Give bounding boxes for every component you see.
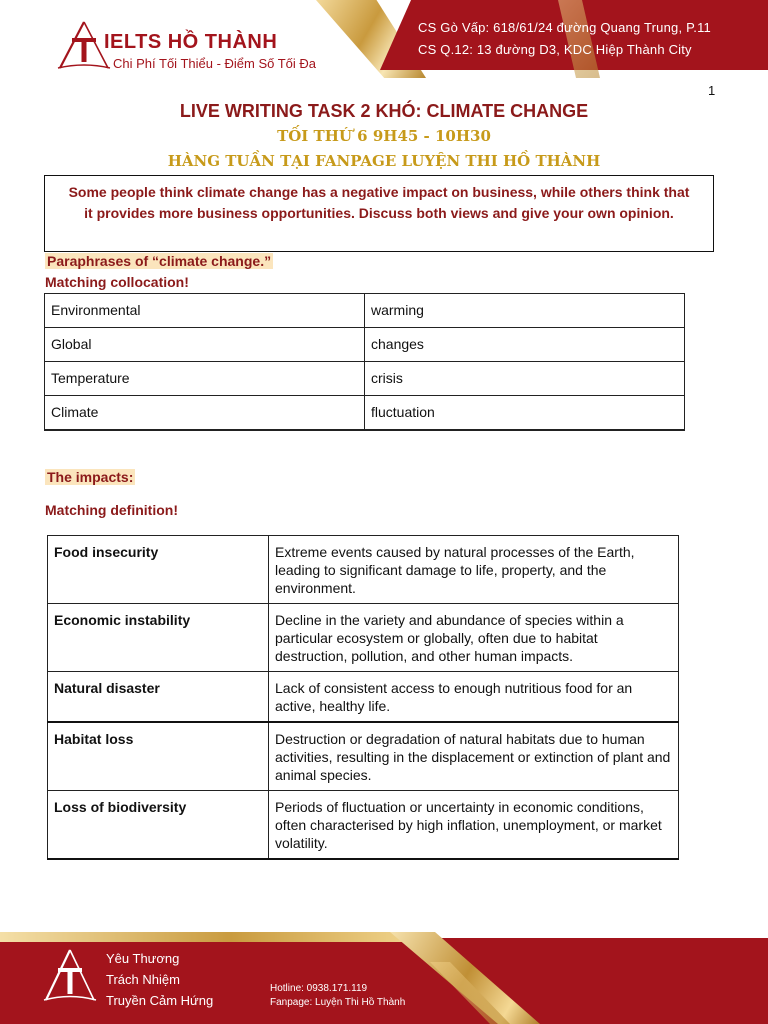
table-row xyxy=(48,722,679,791)
term-cell: Natural disaster xyxy=(48,672,269,723)
term-cell: Habitat loss xyxy=(48,722,269,791)
footer-motto-responsibility: Trách Nhiệm xyxy=(106,972,180,987)
section2-subheading: Matching definition! xyxy=(45,502,178,518)
brand-name: IELTS HỒ THÀNH xyxy=(104,31,278,53)
address-q12: CS Q.12: 13 đường D3, KDC Hiệp Thành City xyxy=(418,42,692,57)
section1-subheading: Matching collocation! xyxy=(45,274,189,290)
collocation-left: Global xyxy=(45,328,365,362)
table-row xyxy=(45,294,685,328)
table-row xyxy=(48,672,679,723)
table-row xyxy=(48,791,679,860)
definition-cell: Decline in the variety and abundance of species within a particular ecosystem or globally, often due to habitat destruction, pollution, and other human impacts. xyxy=(269,604,679,672)
page-number: 1 xyxy=(708,83,716,98)
footer-hotline: Hotline: 0938.171.119 xyxy=(270,983,368,994)
collocation-right: crisis xyxy=(365,362,685,396)
section2-heading xyxy=(45,469,135,485)
term-cell: Food insecurity xyxy=(48,536,269,604)
term-cell: Loss of biodiversity xyxy=(48,791,269,860)
page-title: LIVE WRITING TASK 2 KHÓ: CLIMATE CHANGE xyxy=(179,101,589,121)
table-row xyxy=(45,362,685,396)
section1-heading-text: Paraphrases of “climate change.” xyxy=(47,253,272,269)
collocation-left: Climate xyxy=(45,396,365,430)
collocation-left: Temperature xyxy=(45,362,365,396)
section2-heading-text: The impacts: xyxy=(47,469,134,485)
footer-logo-icon xyxy=(40,946,100,1006)
footer-motto-inspiration: Truyền Cảm Hứng xyxy=(106,993,214,1008)
collocation-left: Environmental xyxy=(45,294,365,328)
table-row xyxy=(48,604,679,672)
table-row xyxy=(45,396,685,430)
brand-slogan: Chi Phí Tối Thiểu - Điểm Số Tối Đa xyxy=(113,56,317,71)
channel-subtitle: HÀNG TUẦN TẠI FANPAGE LUYỆN THI HỒ THÀNH xyxy=(167,152,601,170)
schedule-subtitle: TỐI THỨ 6 9H45 - 10H30 xyxy=(277,127,491,145)
collocation-right: changes xyxy=(365,328,685,362)
footer-gold-stripe xyxy=(0,932,420,942)
collocation-right: warming xyxy=(365,294,685,328)
definition-cell: Extreme events caused by natural processes of the Earth, leading to significant damage to life, property, and the environment. xyxy=(269,536,679,604)
collocation-right: fluctuation xyxy=(365,396,685,430)
term-cell: Economic instability xyxy=(48,604,269,672)
section1-heading xyxy=(45,253,273,269)
definition-cell: Periods of fluctuation or uncertainty in economic conditions, often characterised by high inflation, unemployment, or market volatility. xyxy=(269,791,679,860)
essay-prompt: Some people think climate change has a negative impact on business, while others think that it provides more business opportunities. Discuss both views and give your own opinion. xyxy=(44,175,714,252)
definition-cell: Destruction or degradation of natural habitats due to human activities, resulting in the displacement or extinction of plant and animal species. xyxy=(269,722,679,791)
address-govap: CS Gò Vấp: 618/61/24 đường Quang Trung, P.11 xyxy=(418,20,711,35)
collocation-table xyxy=(44,293,685,431)
definition-table xyxy=(47,535,679,860)
page-header xyxy=(0,0,768,78)
table-row xyxy=(45,328,685,362)
definition-cell: Lack of consistent access to enough nutritious food for an active, healthy life. xyxy=(269,672,679,723)
footer-fanpage: Fanpage: Luyện Thi Hồ Thành xyxy=(270,997,406,1008)
footer-motto-love: Yêu Thương xyxy=(106,951,180,966)
table-row xyxy=(48,536,679,604)
